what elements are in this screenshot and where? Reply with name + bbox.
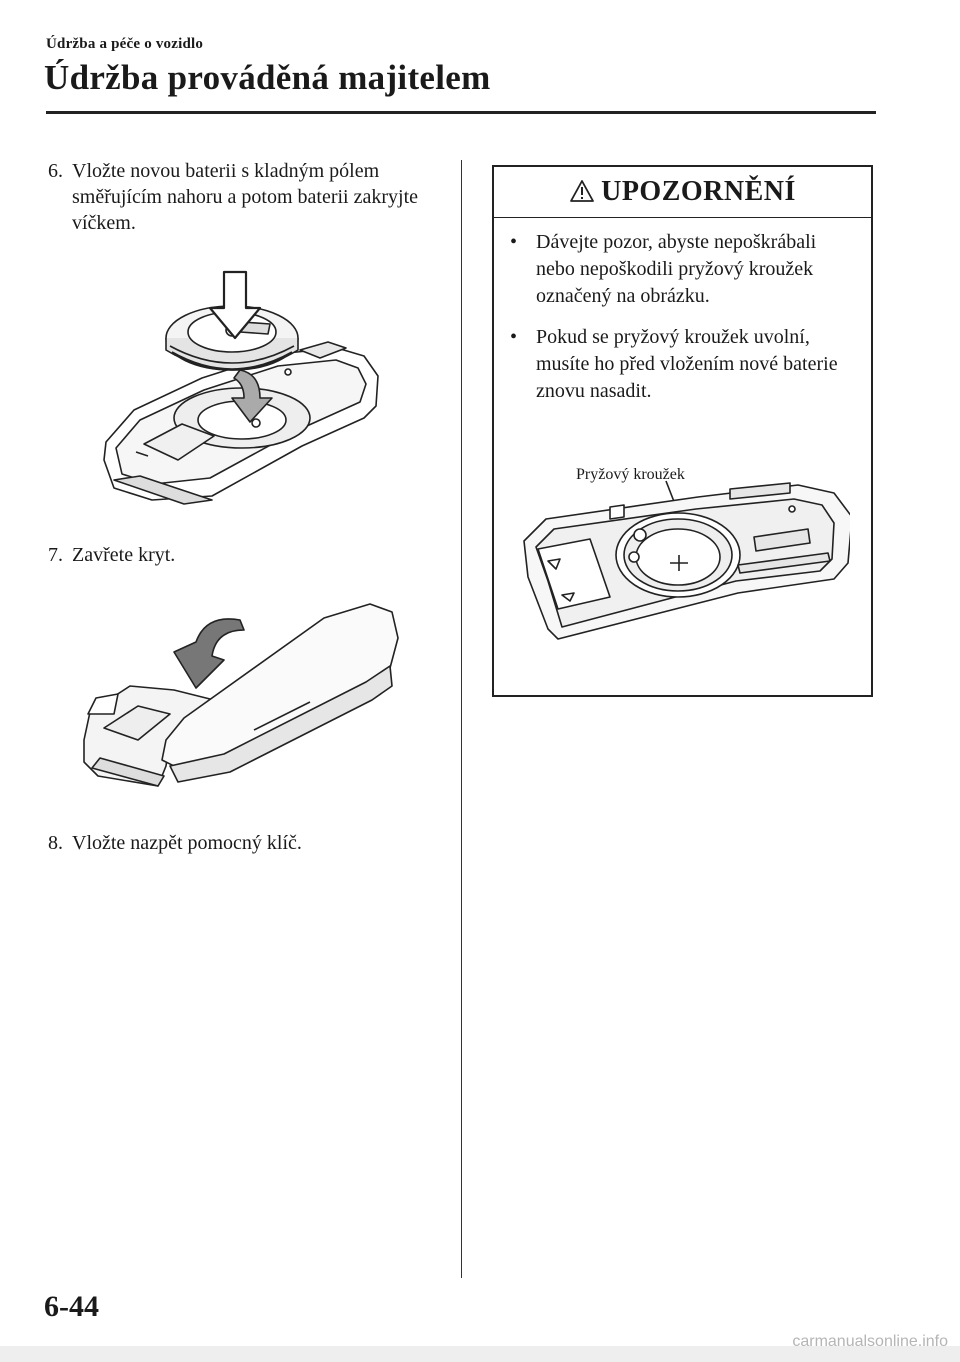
step-number: 7. [48,544,63,566]
step-7 [48,542,448,568]
caution-bullets [494,229,871,419]
caution-bullet-text: Dávejte pozor, abyste nepoškrábali nebo nepoškodili pryžový kroužek označený na obrázku. [536,231,817,307]
page-number: 6-44 [44,1290,99,1323]
column-divider [461,160,462,1278]
close-cover-illustration [74,590,404,802]
step-text: Vložte nazpět pomocný klíč. [72,832,302,854]
title-rule [46,111,876,114]
step-text: Zavřete kryt. [72,544,176,566]
rubber-ring-illustration [518,477,850,643]
caution-bullet [494,324,871,405]
step-6 [48,158,448,236]
warning-triangle-icon [569,179,595,203]
caution-bullet [494,229,871,310]
caution-header [494,167,871,218]
caution-title: UPOZORNĚNÍ [601,176,796,207]
bullet-dot: • [510,326,518,348]
step-number: 8. [48,832,63,854]
step-number: 6. [48,160,63,182]
step-8 [48,830,448,856]
figure-label: Pryžový kroužek [576,466,685,483]
caution-bullet-text: Pokud se pryžový kroužek uvolní, musíte ho před vložením nové baterie znovu nasadit. [536,326,838,402]
page-title: Údržba prováděná majitelem [44,58,491,97]
step-text: Vložte novou baterii s kladným pólem směřujícím nahoru a potom baterii zakryjte víčkem. [72,160,418,234]
battery-insert-illustration [92,238,392,513]
section-title: Údržba a péče o vozidlo [46,36,204,52]
caution-box [492,165,873,697]
watermark: carmanualsonline.info [792,1333,948,1350]
bullet-dot: • [510,231,518,253]
